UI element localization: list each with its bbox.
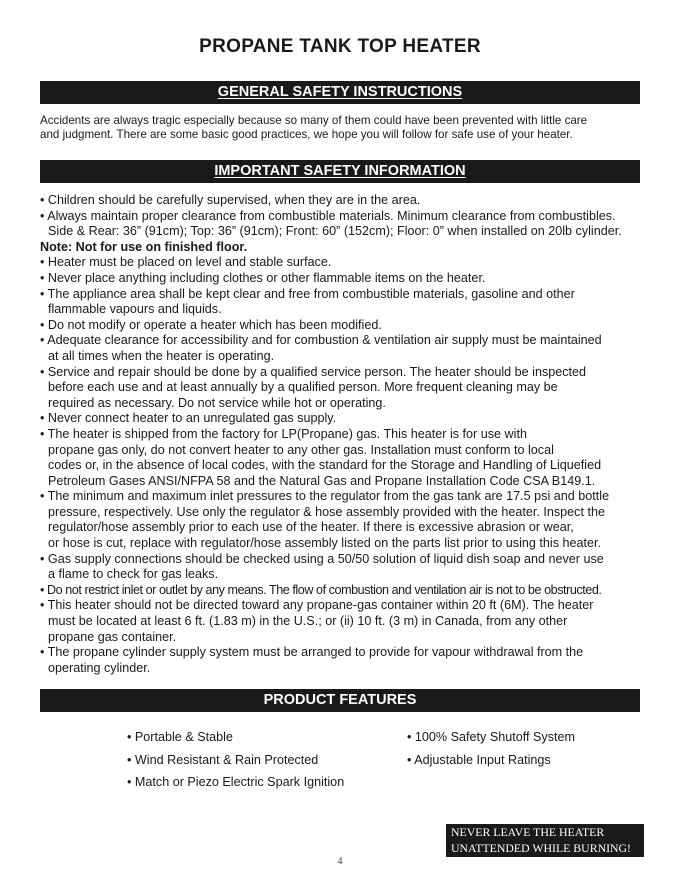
safety-item xyxy=(40,365,650,412)
safety-item-line: propane gas only, do not convert heater to any other gas. Installation must conform to local xyxy=(48,442,554,457)
safety-item-line: pressure, respectively. Use only the regulator & hose assembly provided with the heater. Inspect the xyxy=(48,504,605,519)
safety-item-line: flammable vapours and liquids. xyxy=(48,302,222,317)
warning-line: UNATTENDED WHILE BURNING! xyxy=(451,840,631,855)
safety-item-line: regulator/hose assembly prior to each use of the heater. If there is excessive abrasion or wear, xyxy=(48,520,574,535)
safety-item-line: • This heater should not be directed toward any propane-gas container within 20 ft (6M). The heater xyxy=(40,598,594,613)
safety-item-line: Note: Not for use on finished floor. xyxy=(40,239,248,254)
safety-item-line: at all times when the heater is operating. xyxy=(48,348,275,363)
features-left-column xyxy=(127,726,344,794)
feature-item: • 100% Safety Shutoff System xyxy=(407,730,575,744)
general-safety-heading-bar xyxy=(40,81,640,104)
intro-line: Accidents are always tragic especially because so many of them could have been prevented with little care xyxy=(40,114,588,127)
page-title: PROPANE TANK TOP HEATER xyxy=(199,36,481,57)
feature-item: • Match or Piezo Electric Spark Ignition xyxy=(127,775,345,789)
safety-item xyxy=(40,271,650,287)
feature-item: • Adjustable Input Ratings xyxy=(407,752,551,767)
safety-item-line: a flame to check for gas leaks. xyxy=(48,567,219,582)
safety-item xyxy=(40,552,650,583)
safety-item-line: operating cylinder. xyxy=(48,660,151,675)
safety-item xyxy=(40,598,650,645)
safety-item xyxy=(40,427,650,489)
safety-item-line: • Always maintain proper clearance from combustible materials. Minimum clearance from combustibles. xyxy=(40,208,616,223)
safety-item-line: • Service and repair should be done by a qualified service person. The heater should be inspected xyxy=(40,364,587,379)
safety-item-line: required as necessary. Do not service while hot or operating. xyxy=(48,395,386,410)
safety-item xyxy=(40,255,650,271)
safety-item xyxy=(40,583,650,599)
features-right-column xyxy=(407,726,575,771)
safety-item xyxy=(40,489,650,551)
important-safety-heading-bar xyxy=(40,160,640,183)
safety-item xyxy=(40,411,650,427)
safety-note xyxy=(40,240,650,256)
safety-item xyxy=(40,645,650,676)
safety-item-line: • Children should be carefully supervised, when they are in the area. xyxy=(40,193,421,207)
safety-item xyxy=(40,287,650,318)
intro-line: and judgment. There are some basic good practices, we hope you will follow for safe use of your heater. xyxy=(40,128,573,142)
safety-item-line: Side & Rear: 36” (91cm); Top: 36” (91cm); Front: 60” (152cm); Floor: 0” when installed on 20lb cylinder. xyxy=(48,224,622,239)
general-safety-intro xyxy=(40,114,640,142)
safety-item-line: • The propane cylinder supply system must be arranged to provide for vapour withdrawal from the xyxy=(40,645,584,660)
safety-item-line: • Do not modify or operate a heater which has been modified. xyxy=(40,317,382,332)
product-features-heading: PRODUCT FEATURES xyxy=(263,692,417,708)
product-features-heading-bar xyxy=(40,689,640,712)
safety-item-line: codes or, in the absence of local codes, with the standard for the Storage and Handling of Liquefied xyxy=(48,458,602,473)
safety-item xyxy=(40,193,650,209)
safety-item-line: Petroleum Gases ANSI/NFPA 58 and the Natural Gas and Propane Installation Code CSA B149.1. xyxy=(48,473,596,488)
safety-item xyxy=(40,333,650,364)
safety-item-line: or hose is cut, replace with regulator/hose assembly listed on the parts list prior to using this heater. xyxy=(48,536,602,551)
feature-item: • Wind Resistant & Rain Protected xyxy=(127,752,319,767)
general-safety-heading: GENERAL SAFETY INSTRUCTIONS xyxy=(217,84,463,100)
safety-item-line: • Never place anything including clothes or other flammable items on the heater. xyxy=(40,270,486,285)
safety-item-line: • The minimum and maximum inlet pressures to the regulator from the gas tank are 17.5 psi and bottle xyxy=(40,489,610,504)
important-safety-heading: IMPORTANT SAFETY INFORMATION xyxy=(214,163,466,179)
safety-item-line: propane gas container. xyxy=(48,629,177,644)
safety-item-line: • Do not restrict inlet or outlet by any means. The flow of combustion and ventilation air is not to be obstructed. xyxy=(40,582,602,597)
warning-line: NEVER LEAVE THE HEATER xyxy=(451,825,605,839)
safety-item-line: • The heater is shipped from the factory for LP(Propane) gas. This heater is for use with xyxy=(40,426,527,441)
safety-item-line: before each use and at least annually by a qualified person. More frequent cleaning may be xyxy=(48,380,558,395)
safety-item xyxy=(40,318,650,334)
feature-item: • Portable & Stable xyxy=(127,730,233,744)
page-number: 4 xyxy=(337,856,343,867)
safety-item xyxy=(40,209,650,240)
safety-item-line: must be located at least 6 ft. (1.83 m) in the U.S.; or (ii) 10 ft. (3 m) in Canada, from any other xyxy=(48,614,568,629)
safety-item-line: • Never connect heater to an unregulated gas supply. xyxy=(40,411,337,426)
safety-item-line: • Adequate clearance for accessibility and for combustion & ventilation air supply must be maintained xyxy=(40,333,602,348)
warning-box xyxy=(446,824,644,857)
safety-item-line: • Heater must be placed on level and stable surface. xyxy=(40,255,332,270)
safety-item-line: • The appliance area shall be kept clear and free from combustible materials, gasoline and other xyxy=(40,286,575,301)
safety-item-line: • Gas supply connections should be checked using a 50/50 solution of liquid dish soap and never use xyxy=(40,551,604,566)
important-safety-list xyxy=(40,193,650,676)
